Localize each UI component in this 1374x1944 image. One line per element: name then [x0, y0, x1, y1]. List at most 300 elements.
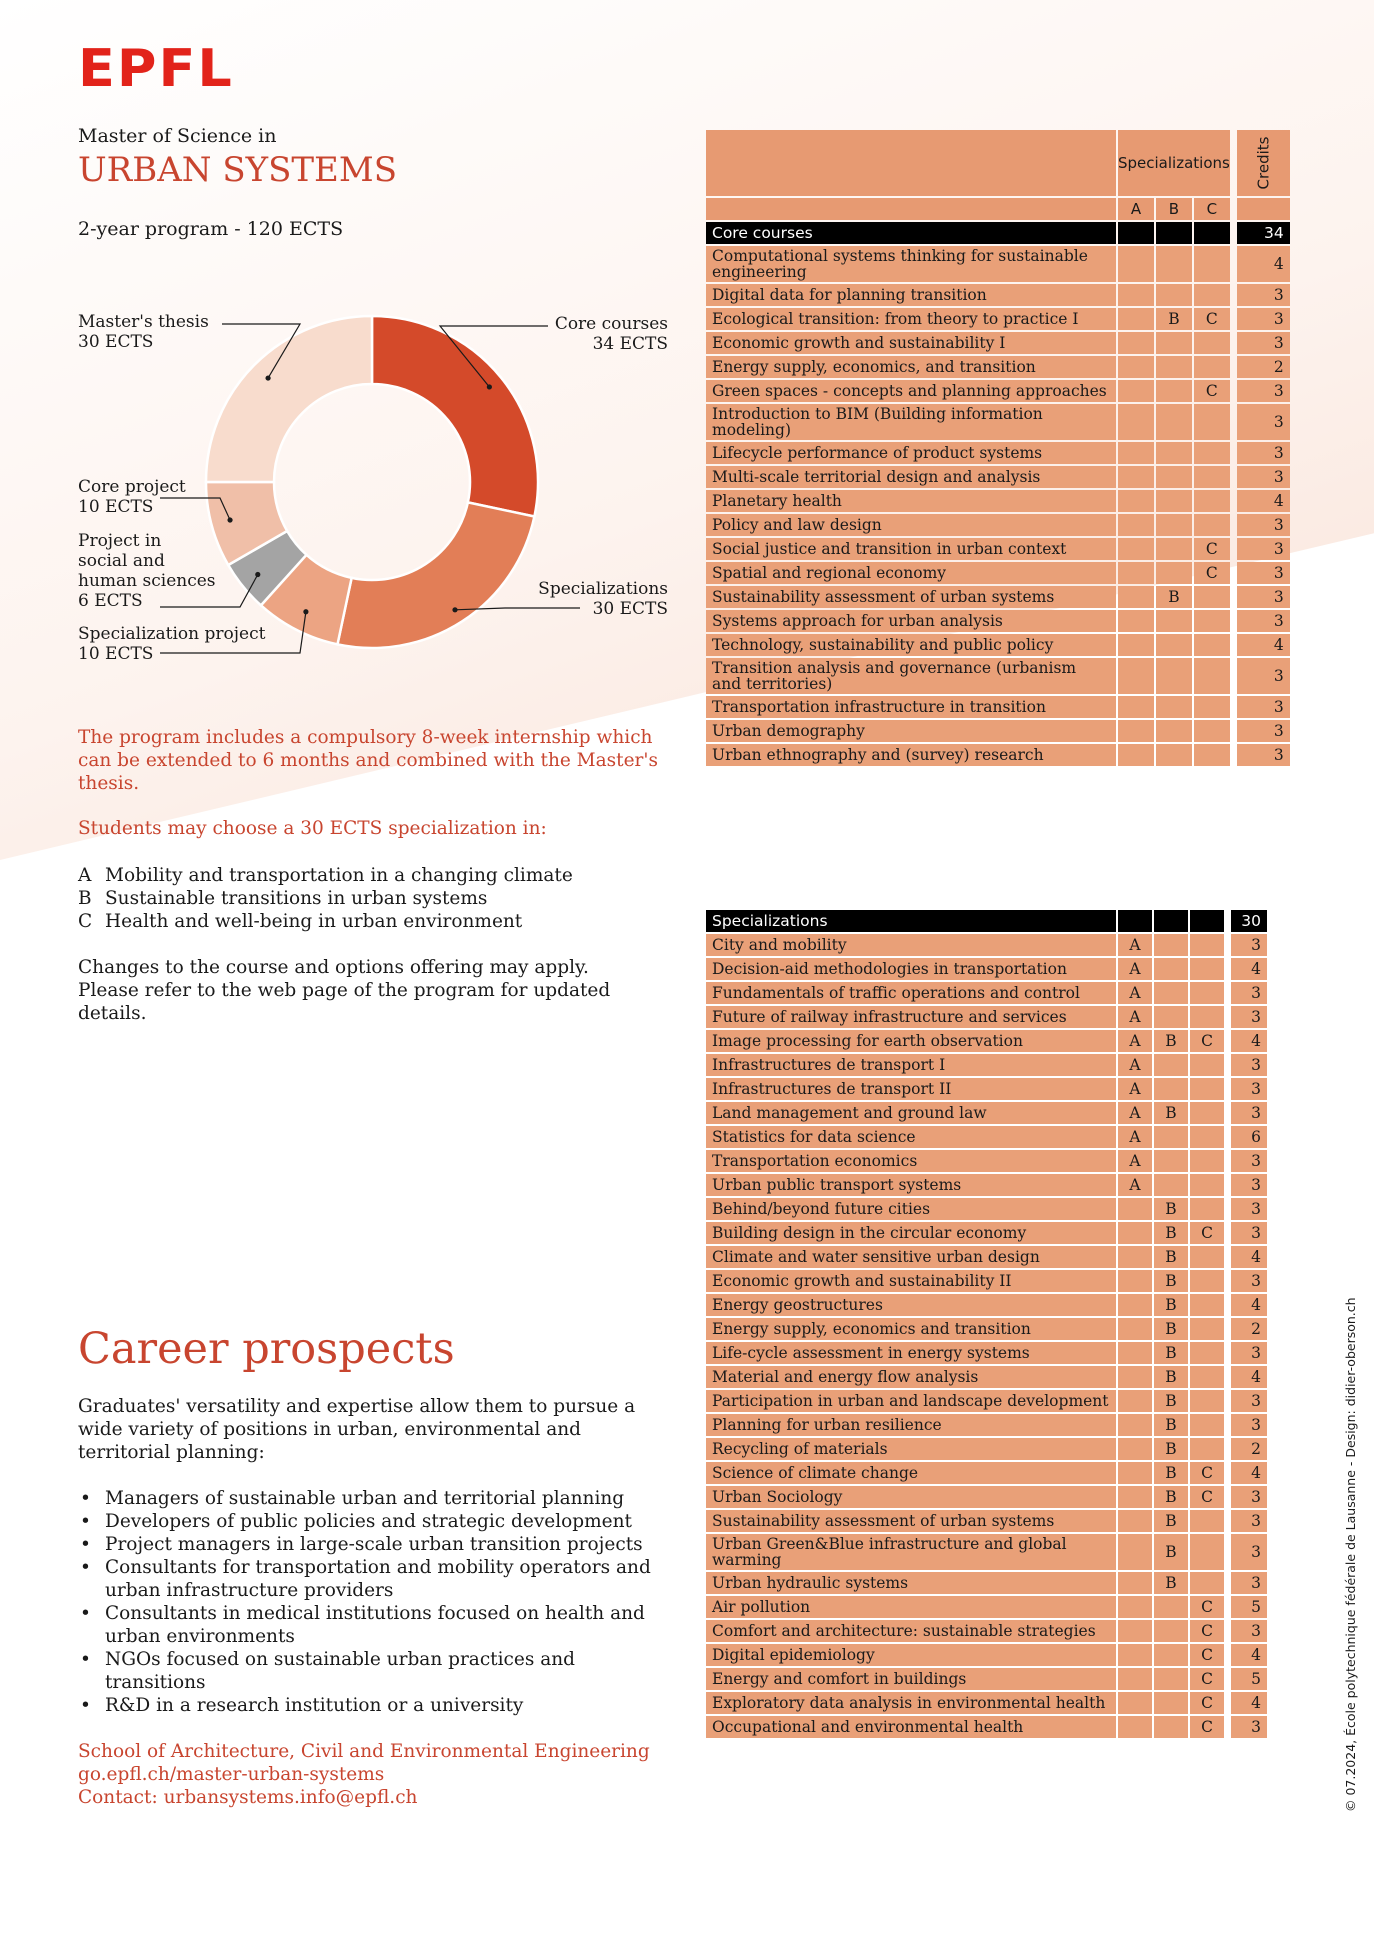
spec-a-mark: [1118, 1462, 1152, 1484]
specialization-b: B Sustainable transitions in urban systems: [78, 888, 488, 909]
leader-masters-thesis-dot: [265, 375, 270, 380]
table-row: [706, 332, 1290, 354]
course-credits: 3: [1237, 284, 1290, 306]
course-name: Statistics for data science: [706, 1126, 1116, 1148]
table-columns-row: [706, 198, 1290, 220]
table-row: [706, 982, 1267, 1004]
spec-c-mark: [1190, 1342, 1224, 1364]
course-credits: 2: [1237, 356, 1290, 378]
specializations-header: Specializations: [1118, 130, 1230, 196]
label-core-project-value: 10 ECTS: [78, 497, 154, 517]
course-credits: 3: [1231, 1078, 1267, 1100]
specialization-c: C Health and well-being in urban environment: [78, 911, 523, 932]
label-shs-project: [78, 531, 228, 611]
spec-c-mark: [1190, 1006, 1224, 1028]
course-name: Economic growth and sustainability I: [706, 332, 1116, 354]
spec-b-mark: B: [1154, 1222, 1188, 1244]
spec-b-mark: [1156, 610, 1192, 632]
course-credits: 3: [1237, 696, 1290, 718]
career-item: • Consultants for transportation and mobility operators and urban infrastructure providers: [78, 1556, 668, 1602]
spec-a-mark: [1118, 1716, 1152, 1738]
spec-c-mark: C: [1190, 1462, 1224, 1484]
course-credits: 6: [1231, 1126, 1267, 1148]
course-name: Climate and water sensitive urban design: [706, 1246, 1116, 1268]
table-row: [706, 1342, 1267, 1364]
spec-c-mark: C: [1194, 562, 1230, 584]
spec-c-mark: [1190, 982, 1224, 1004]
course-credits: 4: [1237, 634, 1290, 656]
leader-specialization-project-dot: [303, 609, 308, 614]
specialization-intro: Students may choose a 30 ECTS specialization in:: [78, 818, 547, 839]
course-credits: 3: [1231, 1414, 1267, 1436]
spec-a-mark: A: [1118, 1150, 1152, 1172]
table-row: [706, 1294, 1267, 1316]
career-title: Career prospects: [78, 1324, 455, 1374]
spec-a-mark: [1118, 1222, 1152, 1244]
spec-c-mark: [1194, 744, 1230, 766]
spec-a-mark: A: [1118, 1126, 1152, 1148]
spec-b-mark: [1154, 982, 1188, 1004]
course-name: City and mobility: [706, 934, 1116, 956]
course-credits: 3: [1231, 1102, 1267, 1124]
spec-a-mark: [1118, 610, 1154, 632]
table-row: [706, 1270, 1267, 1292]
course-name: Social justice and transition in urban context: [706, 538, 1116, 560]
col-b: B: [1156, 198, 1192, 220]
career-list: [78, 1487, 668, 1717]
spec-c-mark: [1190, 1294, 1224, 1316]
spec-c-mark: [1194, 610, 1230, 632]
spec-b-mark: [1156, 332, 1192, 354]
course-credits: 5: [1231, 1668, 1267, 1690]
slice-specializations: [337, 502, 534, 648]
label-shs-project-line1: Project in: [78, 531, 162, 551]
course-credits: 3: [1231, 934, 1267, 956]
course-credits: 3: [1237, 720, 1290, 742]
spec-b-mark: B: [1154, 1030, 1188, 1052]
spec-c-mark: [1194, 466, 1230, 488]
course-name: Participation in urban and landscape development: [706, 1390, 1116, 1412]
spec-b-mark: B: [1154, 1486, 1188, 1508]
leader-shs-project-dot: [255, 572, 260, 577]
spec-a-mark: A: [1118, 1006, 1152, 1028]
contact-email-link[interactable]: Contact: urbansystems.info@epfl.ch: [78, 1787, 418, 1808]
table-row: [706, 404, 1290, 440]
credits-header-text: Credits: [1254, 136, 1273, 190]
table-row: [706, 1318, 1267, 1340]
table-row: [706, 1054, 1267, 1076]
course-credits: 3: [1237, 586, 1290, 608]
course-name: Planning for urban resilience: [706, 1414, 1116, 1436]
label-core-courses-value: 34 ECTS: [592, 334, 668, 354]
spec-c-mark: [1190, 1102, 1224, 1124]
spec-b-mark: [1156, 490, 1192, 512]
course-name: Behind/beyond future cities: [706, 1198, 1116, 1220]
career-item: • Consultants in medical institutions focused on health and urban environments: [78, 1602, 668, 1648]
spec-c-mark: [1190, 1246, 1224, 1268]
course-name: Multi-scale territorial design and analysis: [706, 466, 1116, 488]
spec-c-mark: C: [1194, 308, 1230, 330]
course-credits: 2: [1231, 1318, 1267, 1340]
slice-masters-thesis: [206, 316, 372, 482]
table-row: [706, 284, 1290, 306]
course-credits: 3: [1237, 466, 1290, 488]
table-row: [706, 442, 1290, 464]
table-row: [706, 466, 1290, 488]
spec-b-mark: B: [1154, 1390, 1188, 1412]
course-credits: 3: [1231, 1006, 1267, 1028]
spec-a-mark: [1118, 1342, 1152, 1364]
spec-c-mark: [1194, 490, 1230, 512]
course-name: Urban ethnography and (survey) research: [706, 744, 1116, 766]
spec-a-mark: [1118, 490, 1154, 512]
course-name: Infrastructures de transport I: [706, 1054, 1116, 1076]
credits-header: [1237, 130, 1290, 196]
label-shs-project-value: 6 ECTS: [78, 591, 143, 611]
table-row: [706, 246, 1290, 282]
spec-a-mark: [1118, 1270, 1152, 1292]
spec-b-mark: B: [1154, 1510, 1188, 1532]
spec-c-mark: [1194, 658, 1230, 694]
table-row: [706, 1102, 1267, 1124]
course-credits: 3: [1231, 1716, 1267, 1738]
subtitle: Master of Science in: [78, 125, 277, 147]
spec-b-mark: B: [1154, 1270, 1188, 1292]
spec-c-mark: C: [1190, 1692, 1224, 1714]
spec-a-mark: [1118, 1510, 1152, 1532]
spec-b-mark: [1154, 1126, 1188, 1148]
course-name: Planetary health: [706, 490, 1116, 512]
course-credits: 3: [1231, 1620, 1267, 1642]
course-name: Recycling of materials: [706, 1438, 1116, 1460]
spec-b-mark: B: [1154, 1572, 1188, 1594]
course-credits: 3: [1231, 1342, 1267, 1364]
spec-c-mark: [1190, 1572, 1224, 1594]
course-credits: 3: [1231, 1486, 1267, 1508]
program-url-link[interactable]: go.epfl.ch/master-urban-systems: [78, 1764, 385, 1785]
spec-c-mark: [1194, 586, 1230, 608]
spec-b-mark: [1156, 744, 1192, 766]
table-row: [706, 1126, 1267, 1148]
spec-b-mark: [1156, 514, 1192, 536]
spec-a-mark: [1118, 404, 1154, 440]
label-specializations-value: 30 ECTS: [592, 599, 668, 619]
table-row: [706, 1716, 1267, 1738]
spec-c-mark: [1190, 1270, 1224, 1292]
slice-core-courses: [372, 316, 538, 517]
course-name: Energy supply, economics, and transition: [706, 356, 1116, 378]
course-credits: 4: [1231, 1644, 1267, 1666]
label-masters-thesis: [78, 312, 228, 352]
career-item: • Project managers in large-scale urban transition projects: [78, 1533, 668, 1556]
changes-note: Changes to the course and options offering may apply. Please refer to the web page of the program for updated details.: [78, 957, 611, 1024]
course-name: Decision-aid methodologies in transportation: [706, 958, 1116, 980]
course-credits: 3: [1231, 1390, 1267, 1412]
specializations-table: [704, 908, 1269, 1740]
spec-a-mark: [1118, 1198, 1152, 1220]
course-credits: 4: [1237, 246, 1290, 282]
label-core-courses: [520, 314, 668, 354]
spec-b-mark: [1156, 442, 1192, 464]
spec-c-mark: C: [1194, 380, 1230, 402]
epfl-logo: EPFL: [78, 38, 234, 99]
spec-a-mark: [1118, 1366, 1152, 1388]
leader-specializations-dot: [452, 607, 457, 612]
table-row: [706, 1390, 1267, 1412]
spec-c-mark: [1190, 1126, 1224, 1148]
label-specializations: [500, 579, 668, 619]
course-name: Sustainability assessment of urban systems: [706, 586, 1116, 608]
table-row: [706, 586, 1290, 608]
course-credits: 3: [1237, 562, 1290, 584]
spec-a-mark: [1118, 1294, 1152, 1316]
spec-c-mark: [1194, 284, 1230, 306]
course-name: Sustainability assessment of urban systems: [706, 1510, 1116, 1532]
spec-c-mark: [1194, 332, 1230, 354]
label-core-project-name: Core project: [78, 477, 186, 497]
spec-a-mark: [1118, 1486, 1152, 1508]
table-row: [706, 490, 1290, 512]
spec-a-mark: [1118, 380, 1154, 402]
specialization-a: A Mobility and transportation in a changing climate: [78, 865, 573, 886]
table-row: [706, 744, 1290, 766]
spec-b-mark: [1156, 720, 1192, 742]
spec-a-mark: [1118, 1246, 1152, 1268]
spec-c-mark: [1190, 1150, 1224, 1172]
spec-a-mark: [1118, 1620, 1152, 1642]
table-row: [706, 1150, 1267, 1172]
spec-b-mark: B: [1154, 1318, 1188, 1340]
course-name: Urban Sociology: [706, 1486, 1116, 1508]
spec-b-mark: B: [1156, 308, 1192, 330]
course-credits: 3: [1231, 1054, 1267, 1076]
spec-a-mark: [1118, 1438, 1152, 1460]
spec-a-mark: A: [1118, 934, 1152, 956]
table-row: [706, 1534, 1267, 1570]
spec-a-mark: [1118, 1668, 1152, 1690]
career-item: • Developers of public policies and strategic development: [78, 1510, 668, 1533]
spec-b-mark: [1154, 1692, 1188, 1714]
spec-a-mark: [1118, 720, 1154, 742]
table-row: [706, 1462, 1267, 1484]
spec-a-mark: [1118, 634, 1154, 656]
course-credits: 3: [1231, 1572, 1267, 1594]
career-item: • Managers of sustainable urban and territorial planning: [78, 1487, 668, 1510]
spec-a-mark: A: [1118, 1102, 1152, 1124]
course-name: Urban demography: [706, 720, 1116, 742]
table-row: [706, 1030, 1267, 1052]
course-name: Energy and comfort in buildings: [706, 1668, 1116, 1690]
spec-a-mark: A: [1118, 982, 1152, 1004]
course-credits: 3: [1231, 1222, 1267, 1244]
table-header-row: [706, 130, 1290, 196]
spec-c-mark: [1190, 1198, 1224, 1220]
spec-c-mark: [1194, 696, 1230, 718]
col-a: A: [1118, 198, 1154, 220]
table-row: [706, 1366, 1267, 1388]
course-name: Occupational and environmental health: [706, 1716, 1116, 1738]
course-credits: 3: [1231, 1510, 1267, 1532]
spec-a-mark: [1118, 744, 1154, 766]
course-credits: 3: [1237, 380, 1290, 402]
course-credits: 3: [1231, 1150, 1267, 1172]
spec-a-mark: [1118, 442, 1154, 464]
table-row: [706, 356, 1290, 378]
spec-b-mark: [1154, 1716, 1188, 1738]
spec-b-mark: [1154, 958, 1188, 980]
page-title: URBAN SYSTEMS: [78, 150, 397, 190]
label-masters-thesis-name: Master's thesis: [78, 312, 209, 332]
course-name: Infrastructures de transport II: [706, 1078, 1116, 1100]
spec-c-mark: C: [1194, 538, 1230, 560]
spec-b-mark: [1156, 562, 1192, 584]
spec-c-mark: [1190, 1390, 1224, 1412]
course-credits: 3: [1237, 442, 1290, 464]
course-credits: 4: [1231, 1294, 1267, 1316]
core-courses-table: [704, 128, 1292, 768]
spec-b-mark: [1154, 1620, 1188, 1642]
course-name: Building design in the circular economy: [706, 1222, 1116, 1244]
spec-a-mark: [1118, 356, 1154, 378]
course-credits: 4: [1231, 1692, 1267, 1714]
course-credits: 3: [1237, 610, 1290, 632]
spec-a-mark: A: [1118, 1078, 1152, 1100]
course-name: Urban Green&Blue infrastructure and global warming: [706, 1534, 1116, 1570]
col-c: C: [1194, 198, 1230, 220]
spec-c-mark: C: [1190, 1668, 1224, 1690]
spec-b-mark: B: [1154, 1102, 1188, 1124]
spec-c-mark: [1190, 1078, 1224, 1100]
spec-a-mark: [1118, 1596, 1152, 1618]
spec-b-mark: [1156, 538, 1192, 560]
course-credits: 3: [1231, 1534, 1267, 1570]
course-name: Energy supply, economics and transition: [706, 1318, 1116, 1340]
table-row: [706, 308, 1290, 330]
course-credits: 3: [1237, 744, 1290, 766]
course-name: Digital data for planning transition: [706, 284, 1116, 306]
table-row: [706, 958, 1267, 980]
spec-a-mark: [1118, 1534, 1152, 1570]
course-credits: 3: [1237, 514, 1290, 536]
leader-core-courses-dot: [487, 384, 492, 389]
table-row: [706, 1644, 1267, 1666]
specializations-heading: Specializations 30: [706, 910, 1267, 932]
course-name: Energy geostructures: [706, 1294, 1116, 1316]
course-name: Urban hydraulic systems: [706, 1572, 1116, 1594]
table-row: [706, 696, 1290, 718]
course-credits: 3: [1237, 658, 1290, 694]
course-name: Transportation infrastructure in transition: [706, 696, 1116, 718]
credit-line: © 07.2024, École polytechnique fédérale de Lausanne - Design: didier-oberson.ch: [1343, 1297, 1358, 1812]
career-item: • NGOs focused on sustainable urban practices and transitions: [78, 1648, 668, 1694]
spec-b-mark: B: [1154, 1462, 1188, 1484]
course-credits: 3: [1237, 538, 1290, 560]
spec-b-mark: B: [1156, 586, 1192, 608]
course-name: Urban public transport systems: [706, 1174, 1116, 1196]
course-name: Air pollution: [706, 1596, 1116, 1618]
core-courses-heading: Core courses 34: [706, 222, 1290, 244]
spec-b-mark: [1156, 404, 1192, 440]
spec-a-mark: [1118, 586, 1154, 608]
course-name: Systems approach for urban analysis: [706, 610, 1116, 632]
school-name: School of Architecture, Civil and Environmental Engineering: [78, 1741, 650, 1762]
specialization-list: [78, 864, 573, 933]
course-credits: 4: [1237, 490, 1290, 512]
label-specialization-project-name: Specialization project: [78, 624, 266, 644]
spec-b-mark: B: [1154, 1294, 1188, 1316]
table-row: [706, 634, 1290, 656]
spec-a-mark: A: [1118, 1174, 1152, 1196]
spec-c-mark: C: [1190, 1596, 1224, 1618]
course-name: Spatial and regional economy: [706, 562, 1116, 584]
spec-c-mark: [1190, 1174, 1224, 1196]
spec-b-mark: B: [1154, 1342, 1188, 1364]
label-core-project: [78, 477, 228, 517]
spec-c-mark: C: [1190, 1716, 1224, 1738]
course-name: Land management and ground law: [706, 1102, 1116, 1124]
table-row: [706, 1596, 1267, 1618]
course-credits: 3: [1237, 332, 1290, 354]
course-credits: 3: [1237, 308, 1290, 330]
spec-a-mark: [1118, 1692, 1152, 1714]
spec-b-mark: [1156, 380, 1192, 402]
spec-c-mark: [1190, 934, 1224, 956]
spec-c-mark: [1194, 442, 1230, 464]
label-specializations-name: Specializations: [538, 579, 668, 599]
course-name: Green spaces - concepts and planning approaches: [706, 380, 1116, 402]
course-name: Introduction to BIM (Building information modeling): [706, 404, 1116, 440]
spec-a-mark: A: [1118, 958, 1152, 980]
table-row: [706, 1692, 1267, 1714]
spec-b-mark: [1156, 658, 1192, 694]
label-masters-thesis-value: 30 ECTS: [78, 332, 154, 352]
spec-c-mark: C: [1190, 1644, 1224, 1666]
table-row: [706, 610, 1290, 632]
label-specialization-project: [78, 624, 298, 664]
spec-c-mark: [1194, 404, 1230, 440]
label-core-courses-name: Core courses: [554, 314, 668, 334]
spec-b-mark: B: [1154, 1366, 1188, 1388]
table-row: [706, 538, 1290, 560]
spec-c-mark: [1190, 1438, 1224, 1460]
spec-a-mark: [1118, 514, 1154, 536]
spec-a-mark: A: [1118, 1054, 1152, 1076]
course-credits: 4: [1231, 1246, 1267, 1268]
course-name: Transportation economics: [706, 1150, 1116, 1172]
course-name: Image processing for earth observation: [706, 1030, 1116, 1052]
spec-b-mark: B: [1154, 1414, 1188, 1436]
course-name: Science of climate change: [706, 1462, 1116, 1484]
leader-core-project-dot: [227, 517, 232, 522]
spec-a-mark: [1118, 466, 1154, 488]
spec-c-mark: [1194, 246, 1230, 282]
table-row: [706, 1174, 1267, 1196]
table-row: [706, 514, 1290, 536]
course-name: Ecological transition: from theory to practice I: [706, 308, 1116, 330]
course-name: Material and energy flow analysis: [706, 1366, 1116, 1388]
table-row: [706, 562, 1290, 584]
spec-a-mark: [1118, 308, 1154, 330]
spec-a-mark: [1118, 332, 1154, 354]
career-text: Graduates' versatility and expertise allow them to pursue a wide variety of positions in urban, environmental and territorial planning:: [78, 1396, 636, 1463]
spec-a-mark: [1118, 284, 1154, 306]
spec-b-mark: B: [1154, 1198, 1188, 1220]
spec-b-mark: [1154, 1006, 1188, 1028]
spec-b-mark: [1154, 1596, 1188, 1618]
course-credits: 3: [1237, 404, 1290, 440]
table-row: [706, 1078, 1267, 1100]
program-duration: 2-year program - 120 ECTS: [78, 218, 344, 240]
